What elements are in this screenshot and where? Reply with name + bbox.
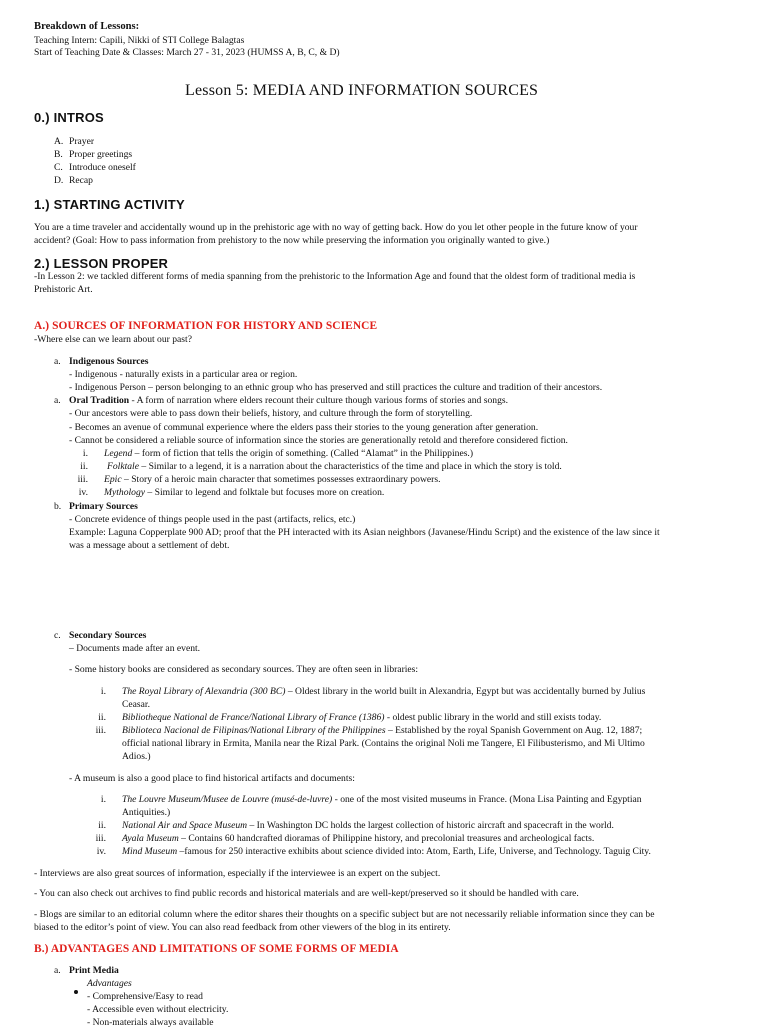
indigenous-line: - Indigenous - naturally exists in a particular area or region. bbox=[69, 369, 298, 380]
indigenous-marker: a. bbox=[54, 356, 61, 367]
museum-marker: i. bbox=[100, 794, 106, 805]
intros-item: Proper greetings bbox=[69, 149, 133, 160]
primary-title: Primary Sources bbox=[69, 501, 138, 512]
print-media-line: - Comprehensive/Easy to read bbox=[87, 991, 203, 1002]
oral-sub-term: Legend bbox=[104, 448, 133, 459]
museum-intro: - A museum is also a good place to find historical artifacts and documents: bbox=[69, 773, 355, 784]
primary-marker: b. bbox=[54, 501, 62, 512]
lesson-title: Lesson 5: MEDIA AND INFORMATION SOURCES bbox=[185, 82, 539, 99]
museum-marker: iii. bbox=[95, 833, 106, 844]
museum-text: - one of the most visited museums in France. (Mona Lisa Painting and Egyptian bbox=[332, 794, 642, 805]
secondary-line: - Some history books are considered as secondary sources. They are often seen in libraries: bbox=[69, 664, 419, 675]
library-text: – Established by the royal Spanish Government on Aug. 12, 1887; bbox=[385, 725, 643, 736]
oral-sub-item bbox=[104, 448, 473, 459]
indigenous-title: Indigenous Sources bbox=[69, 356, 149, 367]
library-cont: official national library in Ermita, Manila near the Rizal Park. (Contains the original Noli me Tangere, El Filibusterismo, and Mi Ultimo bbox=[122, 738, 645, 749]
blogs-note: - Blogs are similar to an editorial column where the editor shares their thoughts on a specific subject but are not necessarily reliable information since they can be bbox=[34, 909, 655, 920]
museum-text: – Contains 60 handcrafted dioramas of Philippine history, and precolonial treasures and archeological facts. bbox=[178, 833, 595, 844]
intros-heading: 0.) INTROS bbox=[34, 110, 104, 125]
primary-line: Example: Laguna Copperplate 900 AD; proof that the PH interacted with its Asian neighbors (Javanese/Hindu Script) and the existence of the law since it bbox=[69, 527, 660, 538]
primary-line: - Concrete evidence of things people used in the past (artifacts, relics, etc.) bbox=[69, 514, 356, 525]
intros-item: Recap bbox=[69, 175, 93, 186]
lesson-proper-heading: 2.) LESSON PROPER bbox=[34, 256, 169, 271]
primary-line: was a message about a settlement of debt. bbox=[69, 540, 230, 551]
secondary-line: – Documents made after an event. bbox=[69, 643, 201, 654]
oral-line: - Becomes an avenue of communal experience where the elders pass their stories to the young generation after generation. bbox=[69, 422, 539, 433]
museum-marker: iv. bbox=[96, 846, 106, 857]
museum-term: Ayala Museum bbox=[122, 833, 179, 844]
start-of-teaching: Start of Teaching Date & Classes: March 27 - 31, 2023 (HUMSS A, B, C, & D) bbox=[34, 47, 340, 58]
oral-sub-term: Epic bbox=[104, 474, 122, 485]
intros-marker-b: B. bbox=[54, 149, 63, 160]
library-item bbox=[122, 686, 645, 697]
oral-sub-marker: ii. bbox=[80, 461, 88, 472]
library-item bbox=[122, 725, 642, 736]
oral-title: Oral Tradition bbox=[69, 395, 130, 406]
oral-sub-text: – Similar to a legend, it is a narration about the characteristics of the time and place in which the story is told. bbox=[138, 461, 562, 472]
library-item bbox=[122, 712, 601, 723]
museum-cont: Antiquities.) bbox=[122, 807, 171, 818]
museum-text: – In Washington DC holds the largest collection of historic aircraft and spacecraft in the world. bbox=[247, 820, 614, 831]
library-text: - oldest public library in the world and still exists today. bbox=[384, 712, 602, 723]
lesson-proper-text: Prehistoric Art. bbox=[34, 284, 93, 295]
intros-marker-c: C. bbox=[54, 162, 63, 173]
library-marker: ii. bbox=[98, 712, 106, 723]
print-media-title: Print Media bbox=[69, 965, 119, 976]
oral-sub-term: Mythology bbox=[104, 487, 146, 498]
oral-sub-item bbox=[104, 487, 384, 498]
lesson-proper-text: -In Lesson 2: we tackled different forms of media spanning from the prehistoric to the Information Age and found that the oldest form of traditional media is bbox=[34, 271, 636, 282]
oral-sub-text: – Similar to legend and folktale but focuses more on creation. bbox=[145, 487, 385, 498]
secondary-marker: c. bbox=[54, 630, 61, 641]
advantages-label: Advantages bbox=[87, 978, 132, 989]
print-media-line: - Non-materials always available bbox=[87, 1017, 214, 1028]
library-cont: Adios.) bbox=[122, 751, 151, 762]
interviews-note: - Interviews are also great sources of information, especially if the interviewee is an expert on the subject. bbox=[34, 868, 441, 879]
intros-item: Introduce oneself bbox=[69, 162, 136, 173]
library-marker: i. bbox=[100, 686, 106, 697]
oral-sub-text: – form of fiction that tells the origin of something. (Called “Alamat” in the Philippines.) bbox=[132, 448, 474, 459]
museum-item bbox=[122, 820, 614, 831]
oral-sub-marker: iv. bbox=[78, 487, 88, 498]
bullet-icon bbox=[74, 981, 78, 999]
oral-sub-marker: i. bbox=[82, 448, 88, 459]
section-b-heading: B.) ADVANTAGES AND LIMITATIONS OF SOME FORMS OF MEDIA bbox=[34, 943, 399, 955]
section-a-intro: -Where else can we learn about our past? bbox=[34, 334, 192, 345]
starting-activity-heading: 1.) STARTING ACTIVITY bbox=[34, 197, 185, 212]
indigenous-line: - Indigenous Person – person belonging to an ethnic group who has preserved and still practices the culture and tradition of their ancestors. bbox=[69, 382, 603, 393]
oral-sub-text: – Story of a heroic main character that sometimes possesses extraordinary powers. bbox=[121, 474, 441, 485]
museum-item bbox=[122, 794, 642, 805]
oral-sub-item bbox=[107, 461, 562, 472]
breakdown-title: Breakdown of Lessons: bbox=[34, 21, 140, 32]
library-text: – Oldest library in the world built in Alexandria, Egypt but was accidentally burned by Julius bbox=[285, 686, 646, 697]
museum-item bbox=[122, 833, 594, 844]
museum-term: The Louvre Museum/Musee de Louvre (musé-de-luvre) bbox=[122, 794, 333, 805]
library-term: Bibliotheque National de France/National Library of France (1386) bbox=[122, 712, 385, 723]
museum-text: –famous for 250 interactive exhibits about science divided into: Atom, Earth, Life, Universe, and Technology. Taguig City. bbox=[177, 846, 651, 857]
library-cont: Ceasar. bbox=[122, 699, 150, 710]
library-term: Biblioteca Nacional de Filipinas/National Library of the Philippines bbox=[122, 725, 386, 736]
archives-note: - You can also check out archives to find public records and historical materials and are well-kept/preserved so it should be handled with care. bbox=[34, 888, 579, 899]
oral-line: - Cannot be considered a reliable source of information since the stories are generationally retold and therefore considered fiction. bbox=[69, 435, 568, 446]
library-marker: iii. bbox=[95, 725, 106, 736]
oral-line: - Our ancestors were able to pass down their beliefs, history, and culture through the form of storytelling. bbox=[69, 408, 473, 419]
oral-tradition-line bbox=[69, 395, 508, 406]
oral-title-rest: - A form of narration where elders recount their culture though various forms of stories and songs. bbox=[129, 395, 509, 406]
museum-marker: ii. bbox=[98, 820, 106, 831]
print-media-line: - Accessible even without electricity. bbox=[87, 1004, 229, 1015]
oral-marker: a. bbox=[54, 395, 61, 406]
oral-sub-marker: iii. bbox=[77, 474, 88, 485]
intros-marker-d: D. bbox=[54, 175, 64, 186]
library-term: The Royal Library of Alexandria (300 BC) bbox=[122, 686, 286, 697]
starting-activity-text: accident? (Goal: How to pass information from prehistory to the now while preserving the information you originally wanted to give.) bbox=[34, 235, 550, 246]
secondary-title: Secondary Sources bbox=[69, 630, 147, 641]
intros-item: Prayer bbox=[69, 136, 95, 147]
print-media-marker: a. bbox=[54, 965, 61, 976]
teaching-intern: Teaching Intern: Capili, Nikki of STI College Balagtas bbox=[34, 35, 245, 46]
blogs-note: biased to the editor’s point of view. You can also read feedback from other viewers of the blog in its entirety. bbox=[34, 922, 451, 933]
museum-term: National Air and Space Museum bbox=[122, 820, 248, 831]
museum-item bbox=[122, 846, 651, 857]
section-a-heading: A.) SOURCES OF INFORMATION FOR HISTORY AND SCIENCE bbox=[34, 320, 378, 332]
starting-activity-text: You are a time traveler and accidentally wound up in the prehistoric age with no way of getting back. How do you let other people in the future know of your bbox=[34, 222, 638, 233]
museum-term: Mind Museum bbox=[122, 846, 178, 857]
oral-sub-term: Folktale bbox=[107, 461, 139, 472]
intros-marker-a: A. bbox=[54, 136, 64, 147]
oral-sub-item bbox=[104, 474, 441, 485]
